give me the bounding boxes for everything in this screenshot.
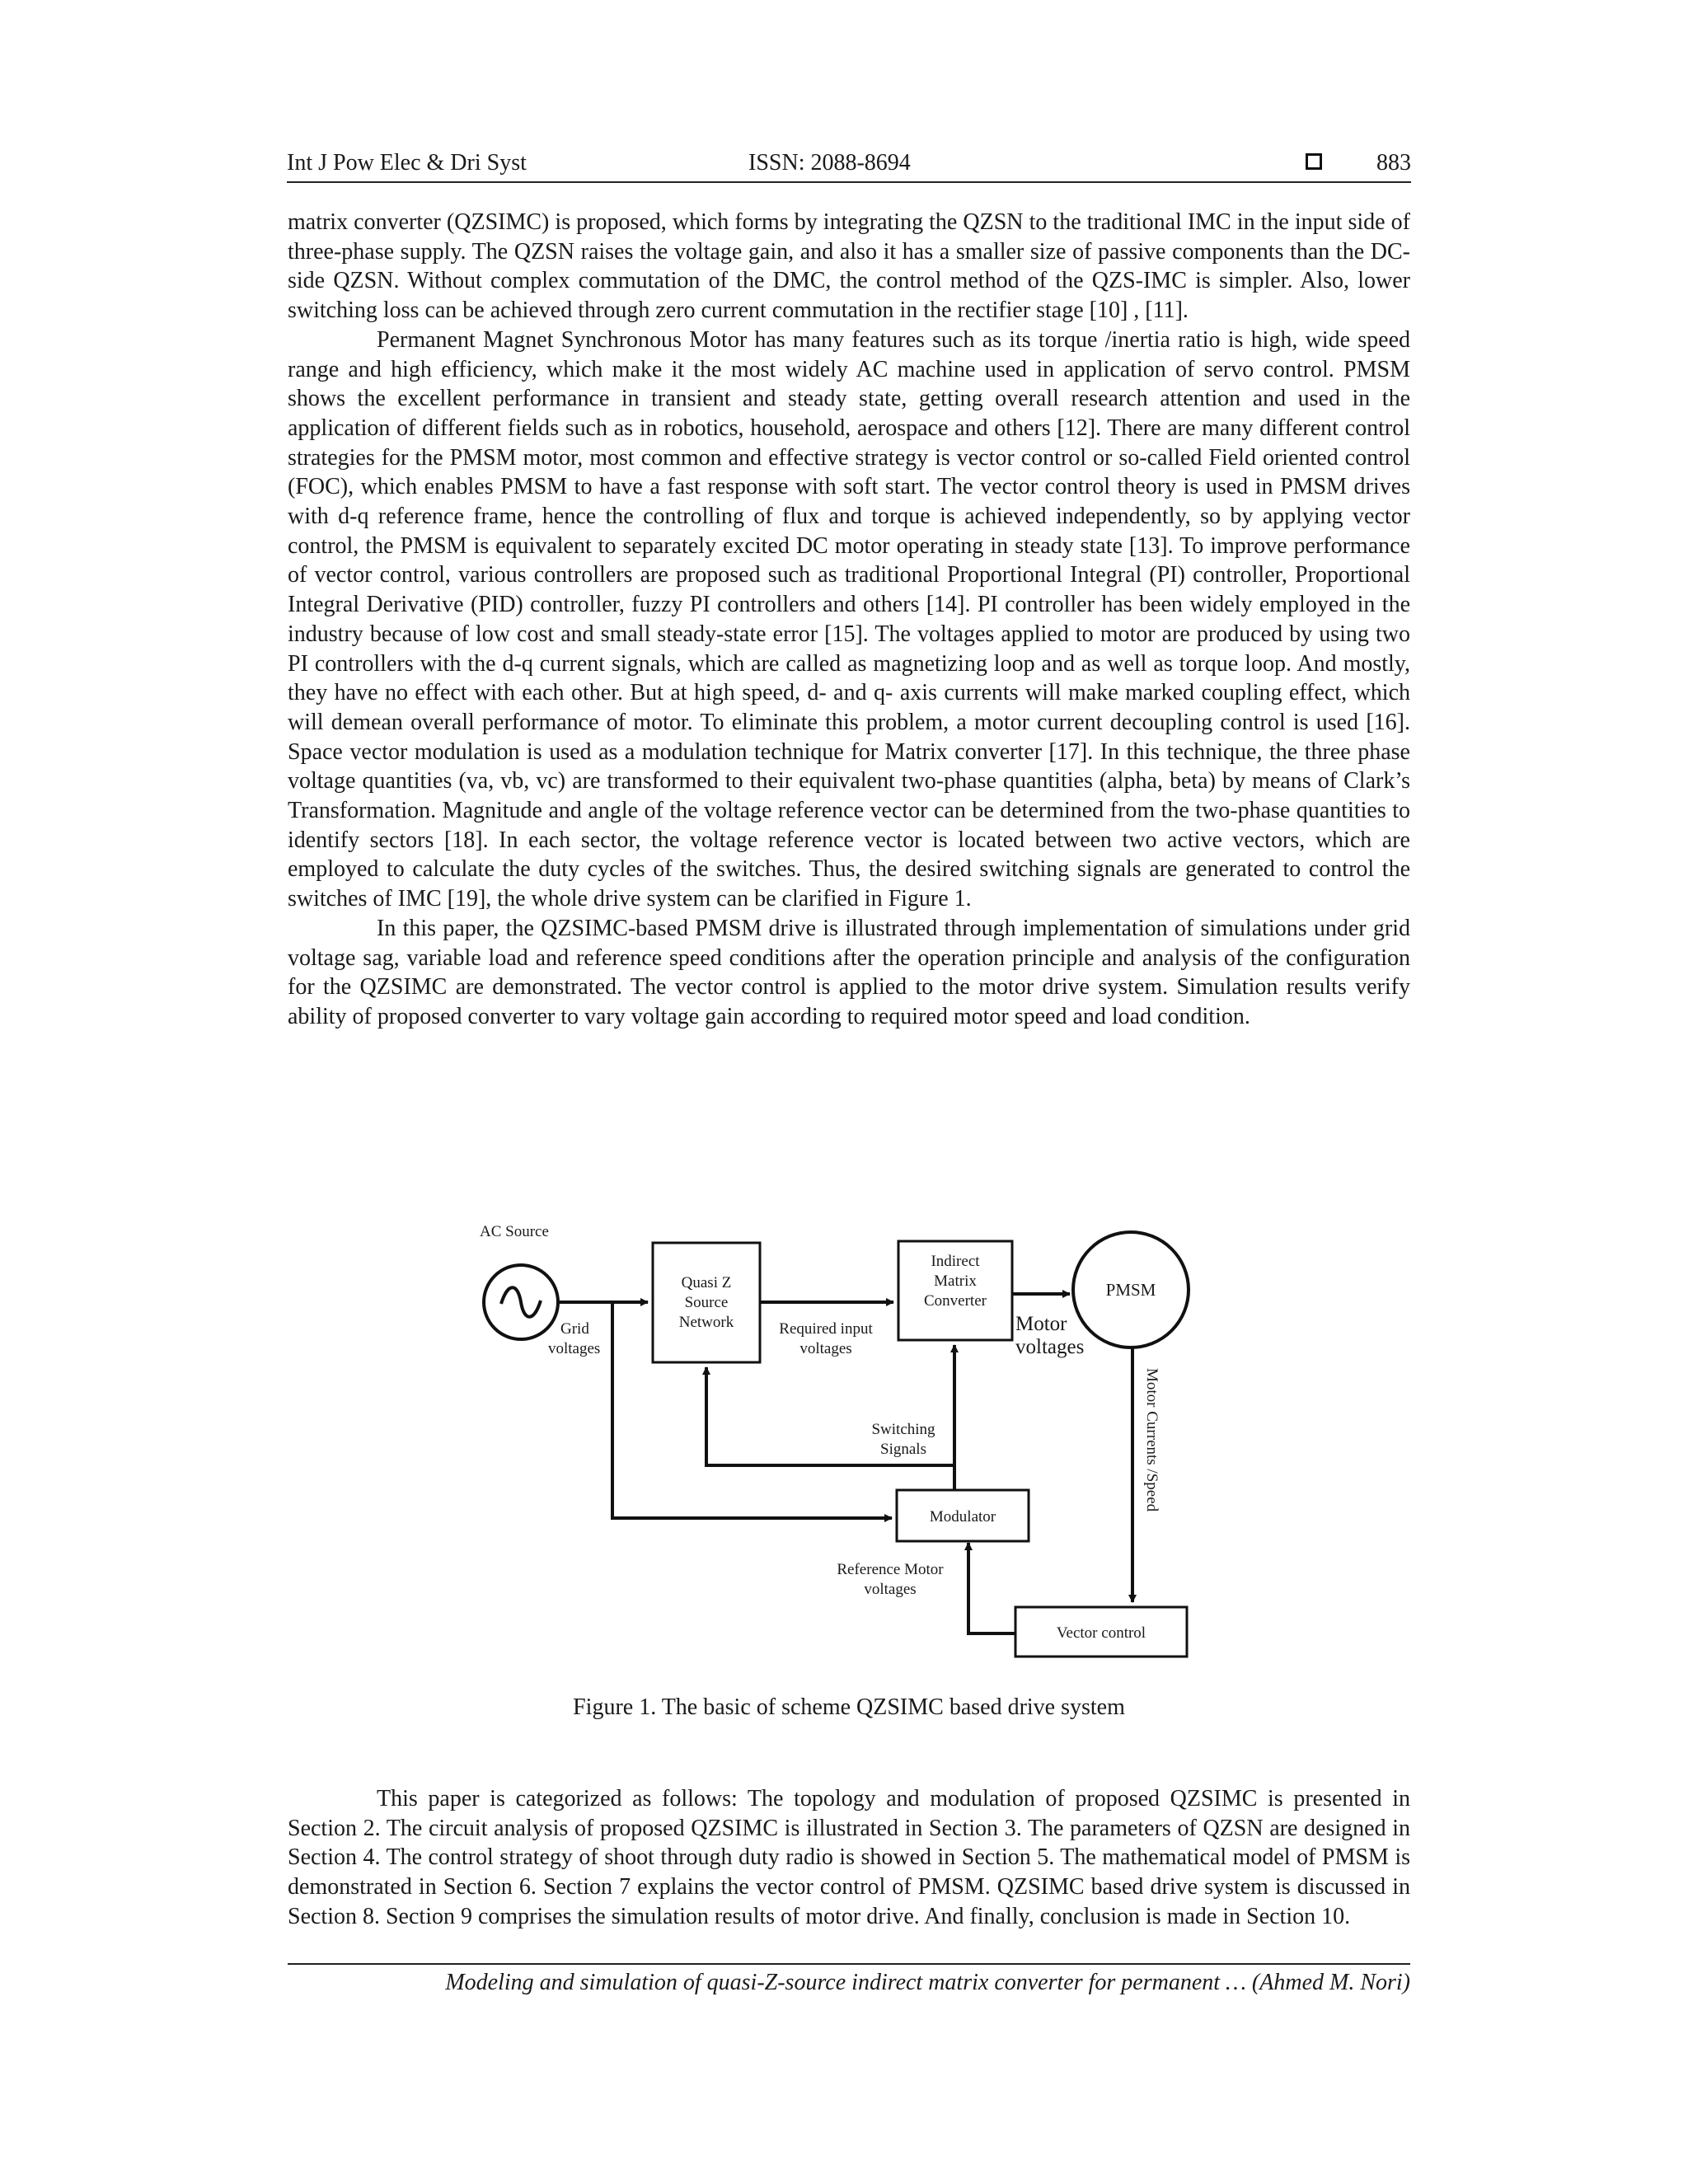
body-text-top: [288, 208, 1410, 1032]
qzsn-label: Quasi Z: [681, 1274, 732, 1291]
imc-label: Converter: [924, 1292, 987, 1310]
modulator-label: Modulator: [929, 1508, 996, 1526]
required-voltages-label: Required input: [779, 1320, 873, 1338]
block-diagram-figure: [462, 1212, 1236, 1665]
pmsm-label: PMSM: [1105, 1280, 1156, 1300]
paragraph: Permanent Magnet Synchronous Motor has many features such as its torque /inertia ratio is high, wide speed range and high efficiency, which make it the most widely AC machine used in application of servo control. PMSM shows the excellent performance in transient and steady state, getting overall research attention and used in the application of different fields such as in robotics, household, aerospace and others [12]. There are many different control strategies for the PMSM motor, most common and effective strategy is vector control or so-called Field oriented control (FOC), which enables PMSM to have a fast response with soft start. The vector control theory is used in PMSM drives with d-q reference frame, hence the controlling of flux and torque is achieved independently, so by applying vector control, the PMSM is equivalent to separately excited DC motor operating in steady state [13]. To improve performance of vector control, various controllers are proposed such as traditional Proportional Integral (PI) controller, Proportional Integral Derivative (PID) controller, fuzzy PI controllers and others [14]. PI controller has been widely employed in the industry because of low cost and small steady-state error [15]. The voltages applied to motor are produced by using two PI controllers with the d-q current signals, which are called as magnetizing loop and as well as torque loop. And mostly, they have no effect with each other. But at high speed, d- and q- axis currents will make marked coupling effect, which will demean overall performance of motor. To eliminate this problem, a motor current decoupling control is used [16]. Space vector modulation is used as a modulation technique for Matrix converter [17]. In this technique, the three phase voltage quantities (va, vb, vc) are transformed to their equivalent two-phase quantities (alpha, beta) by means of Clark’s Transformation. Magnitude and angle of the voltage reference vector can be determined from the two-phase quantities to identify sectors [18]. In each sector, the voltage reference vector is located between two active vectors, which are employed to calculate the duty cycles of the switches. Thus, the desired switching signals are generated to control the switches of IMC [19], the whole drive system can be clarified in Figure 1.: [288, 326, 1410, 912]
switching-signals-label: Switching: [871, 1421, 935, 1438]
reference-motor-voltages-label: voltages: [864, 1581, 917, 1598]
issn: ISSN: 2088-8694: [748, 150, 911, 176]
sine-wave-icon: [501, 1287, 541, 1317]
motor-voltages-label: voltages: [1015, 1336, 1085, 1358]
ac-source-label: AC Source: [480, 1223, 549, 1240]
vector-control-label: Vector control: [1056, 1624, 1146, 1642]
grid-voltages-label: voltages: [548, 1340, 601, 1357]
running-header: [287, 145, 1411, 183]
switching-signals-label: Signals: [880, 1441, 926, 1458]
paragraph: This paper is categorized as follows: The topology and modulation of proposed QZSIMC is presented in Section 2. The circuit analysis of proposed QZSIMC is illustrated in Section 3. The parameters of QZSN are designed in Section 4. The control strategy of shoot through duty radio is showed in Section 5. The mathematical model of PMSM is demonstrated in Section 6. Section 7 explains the vector control of PMSM. QZSIMC based drive system is discussed in Section 8. Section 9 comprises the simulation results of motor drive. And finally, conclusion is made in Section 10.: [288, 1786, 1410, 1929]
motor-currents-speed-label: Motor Currents /Speed: [1143, 1368, 1160, 1512]
journal-name: Int J Pow Elec & Dri Syst: [287, 150, 527, 176]
arrow-vector-control-to-modulator: [968, 1543, 1015, 1633]
qzsn-label: Source: [684, 1294, 729, 1311]
motor-voltages-label: Motor: [1015, 1313, 1067, 1335]
paragraph: In this paper, the QZSIMC-based PMSM drive is illustrated through implementation of simulations under grid voltage sag, variable load and reference speed conditions after the operation principle and analysis of the configuration for the QZSIMC are demonstrated. The vector control is applied to the motor drive system. Simulation results verify ability of proposed converter to vary voltage gain according to required motor speed and load condition.: [288, 915, 1410, 1029]
figure-caption: Figure 1. The basic of scheme QZSIMC based drive system: [573, 1694, 1125, 1720]
page-number: 883: [1376, 150, 1411, 176]
block-diagram: [462, 1212, 1236, 1665]
grid-voltages-label: Grid: [560, 1320, 589, 1338]
running-footer: Modeling and simulation of quasi-Z-source indirect matrix converter for permanent … (Ahmed M. Nori): [445, 1970, 1410, 1995]
imc-label: Indirect: [931, 1253, 980, 1270]
footer-divider: [288, 1963, 1410, 1965]
reference-motor-voltages-label: Reference Motor: [837, 1561, 944, 1578]
body-text-bottom: [288, 1784, 1410, 1932]
imc-label: Matrix: [934, 1272, 977, 1290]
required-voltages-label: voltages: [799, 1340, 852, 1357]
paragraph: matrix converter (QZSIMC) is proposed, which forms by integrating the QZSN to the traditional IMC in the input side of three-phase supply. The QZSN raises the voltage gain, and also it has a smaller size of passive components than the DC-side QZSN. Without complex commutation of the DMC, the control method of the QZS-IMC is simpler. Also, lower switching loss can be achieved through zero current commutation in the rectifier stage [10] , [11].: [288, 209, 1410, 324]
square-bullet-icon: [1306, 153, 1322, 170]
qzsn-label: Network: [678, 1314, 734, 1331]
